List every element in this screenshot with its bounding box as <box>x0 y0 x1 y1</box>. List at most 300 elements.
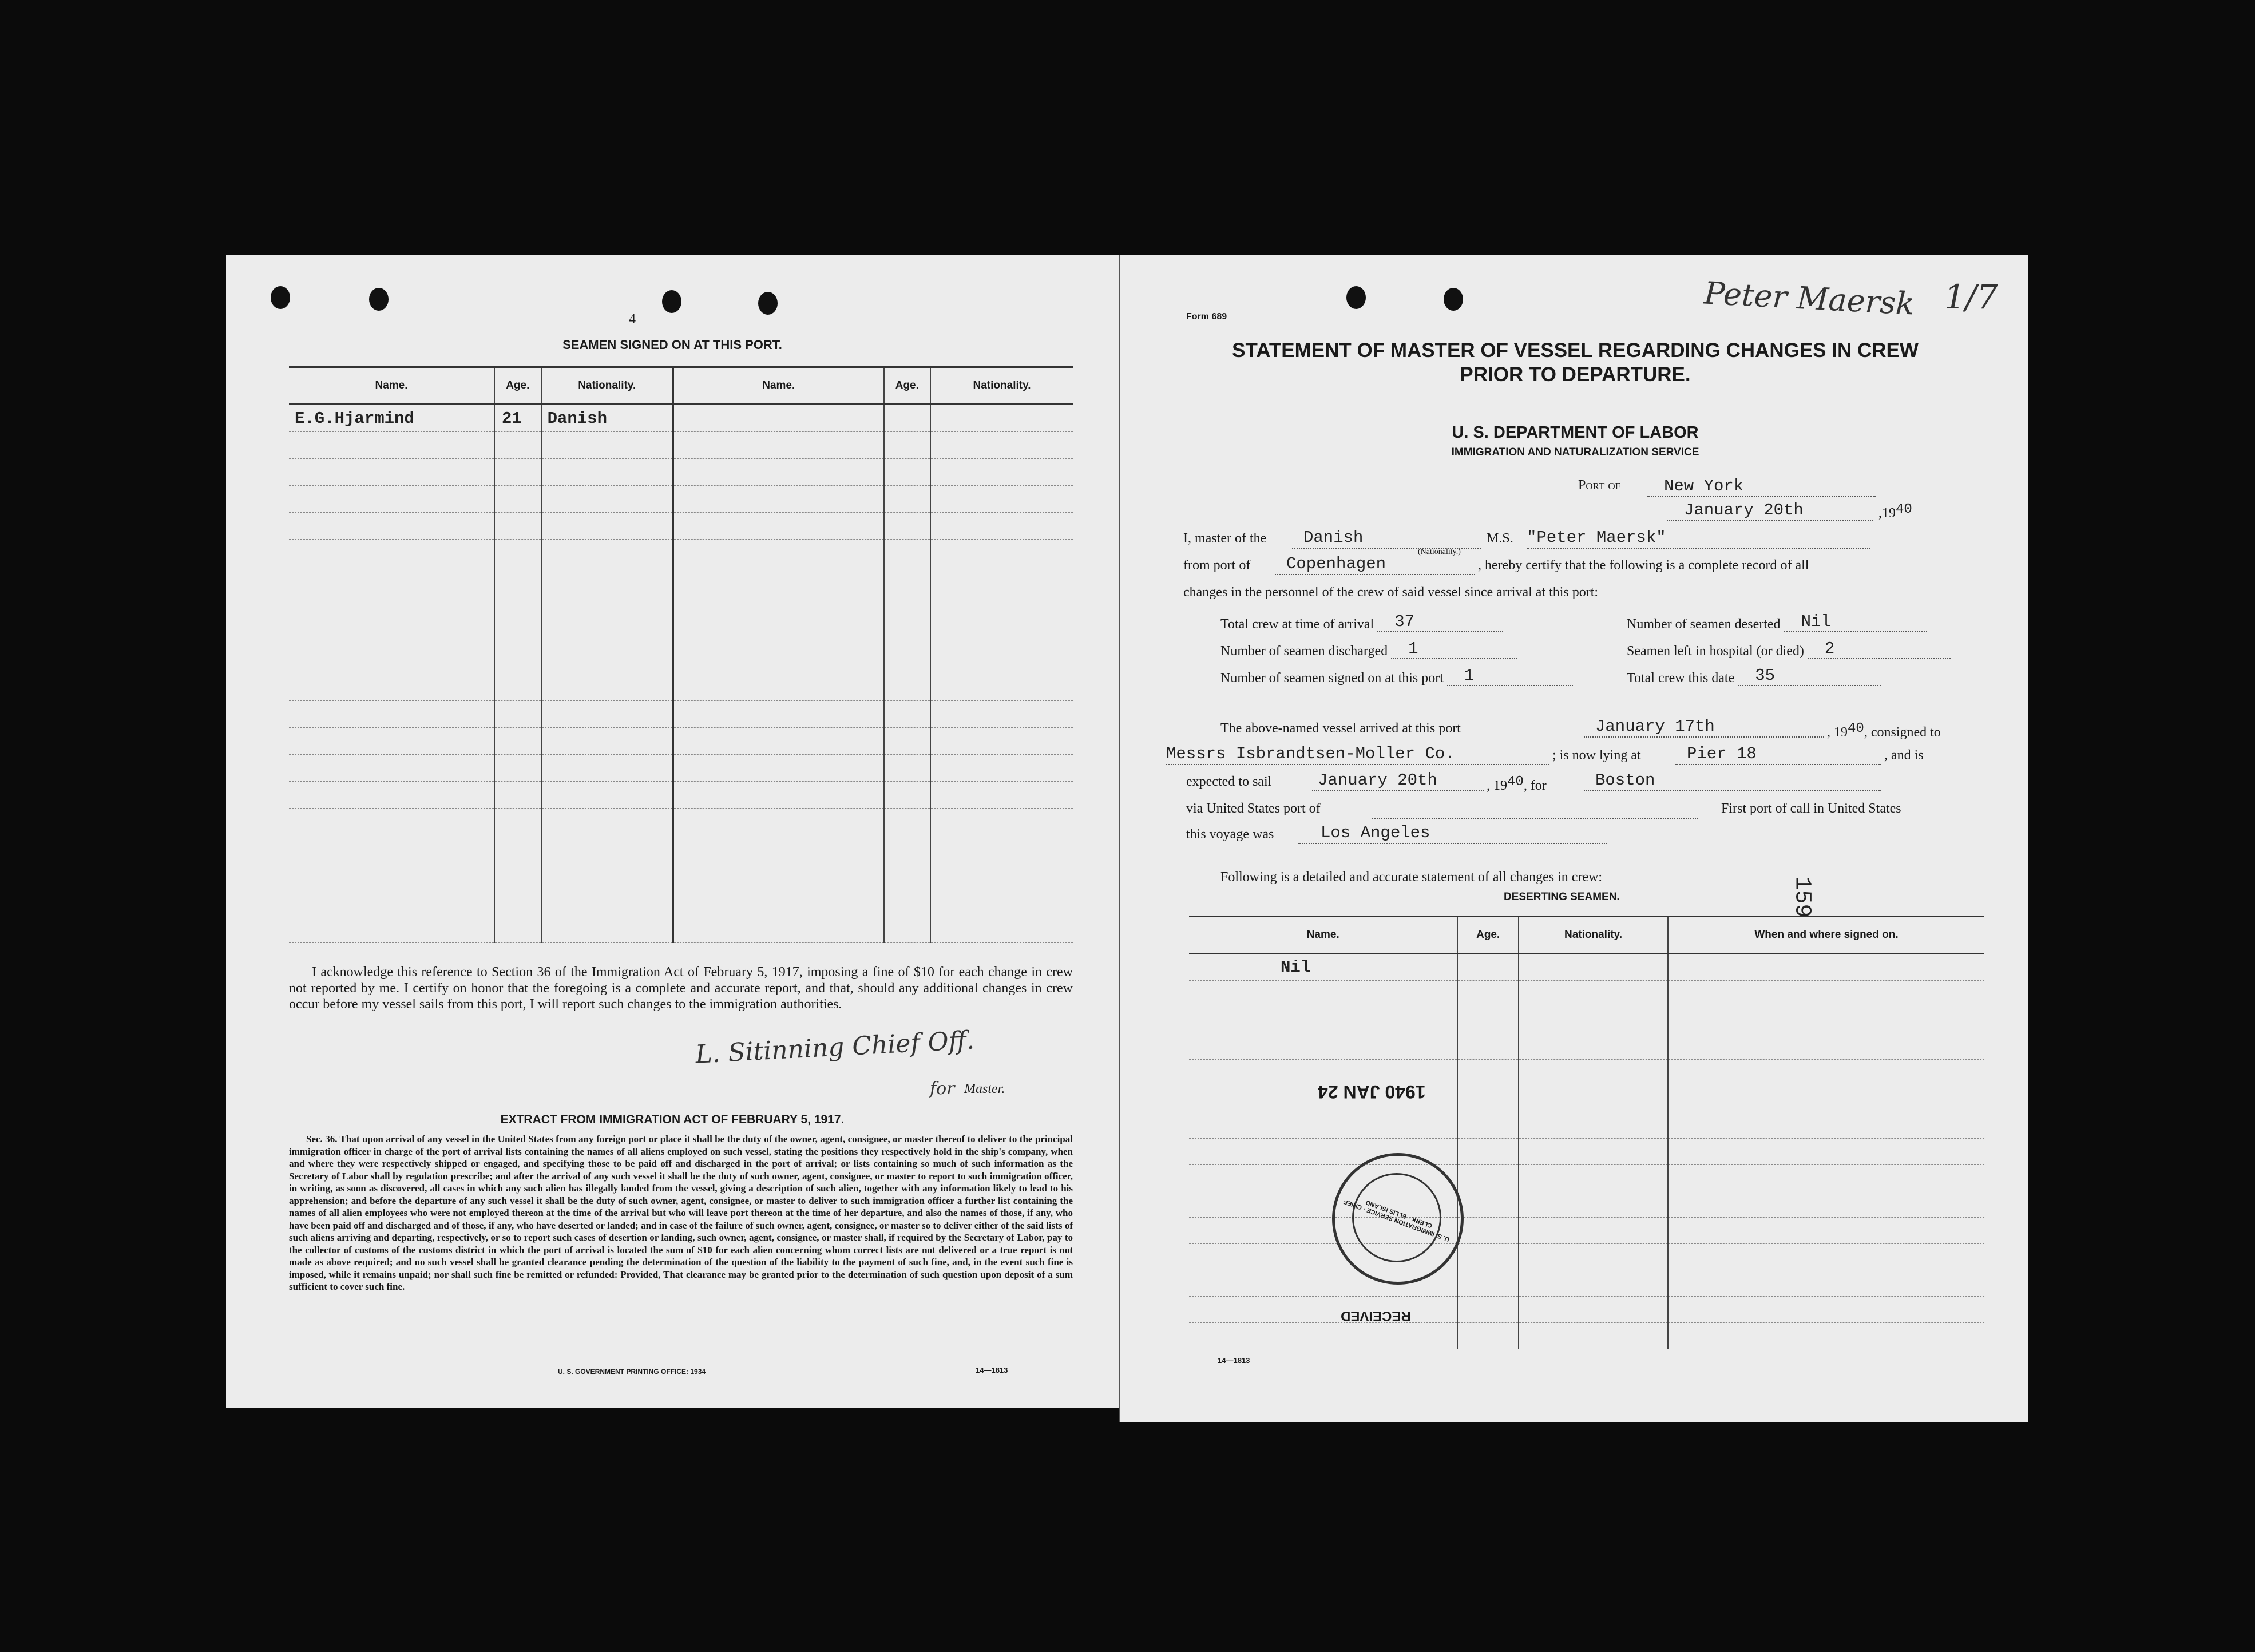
table-cell <box>884 674 930 701</box>
sail-date: January 20th <box>1318 771 1437 790</box>
table-cell <box>289 701 494 728</box>
table-cell <box>1457 1139 1519 1165</box>
table-cell <box>1519 1323 1668 1349</box>
table-cell <box>673 405 883 432</box>
nationality-value: Danish <box>1303 528 1364 547</box>
table-cell <box>673 674 883 701</box>
table-cell <box>930 835 1073 862</box>
for-label: , for <box>1523 778 1547 793</box>
table-cell <box>289 620 494 647</box>
table-cell <box>1519 1139 1668 1165</box>
table-cell <box>289 593 494 620</box>
table-cell <box>884 889 930 916</box>
pier: Pier 18 <box>1687 744 1757 763</box>
table-cell <box>1189 954 1457 981</box>
table-cell <box>673 459 883 486</box>
crew-stat <box>1627 612 1927 632</box>
punch-hole <box>1444 288 1463 311</box>
stat-value: 1 <box>1464 666 1475 685</box>
table-cell <box>1519 1191 1668 1218</box>
table-cell <box>541 701 673 728</box>
table-cell <box>673 647 883 674</box>
table-cell <box>930 701 1073 728</box>
table-cell <box>289 459 494 486</box>
table-row <box>289 593 1073 620</box>
table-cell <box>1457 1191 1519 1218</box>
right-page <box>1119 255 2028 1422</box>
port-field <box>1647 477 1876 497</box>
form-code: 14—1813 <box>976 1366 1008 1374</box>
table-cell <box>884 916 930 943</box>
table-cell <box>673 513 883 540</box>
table-cell <box>494 620 541 647</box>
table-cell <box>541 432 673 459</box>
stat-field <box>1738 666 1881 686</box>
extract-title: EXTRACT FROM IMMIGRATION ACT OF FEBRUARY 5, 1917. <box>500 1113 845 1126</box>
table-cell <box>673 862 883 889</box>
table-cell <box>930 540 1073 566</box>
table-cell <box>1457 1270 1519 1297</box>
stat-field <box>1808 639 1951 659</box>
row-nationality: Danish <box>547 409 607 428</box>
crew-stat <box>1627 666 1881 686</box>
column-header: Name. <box>289 367 494 405</box>
punch-hole <box>271 286 290 309</box>
column-header: Name. <box>673 367 883 405</box>
table-cell <box>1519 1007 1668 1033</box>
vessel-field <box>1527 528 1870 549</box>
table-row <box>1189 954 1984 981</box>
crew-stat <box>1627 639 1951 659</box>
stat-value: Nil <box>1801 612 1831 631</box>
date-value: January 20th <box>1684 501 1804 520</box>
sail-year: , 1940, for <box>1487 774 1547 793</box>
table-cell <box>494 728 541 755</box>
table-cell <box>884 809 930 835</box>
form-code: 14—1813 <box>1218 1356 1250 1365</box>
table-cell <box>884 835 930 862</box>
table-row <box>1189 1112 1984 1139</box>
table-cell <box>1519 1297 1668 1323</box>
table-cell <box>494 486 541 513</box>
stamp-date: 1940 JAN 24 <box>1318 1081 1426 1102</box>
table-row <box>289 728 1073 755</box>
changes-text: changes in the personnel of the crew of said vessel since arrival at this port: <box>1183 585 1599 600</box>
table-cell <box>541 647 673 674</box>
vessel-name: "Peter Maersk" <box>1527 528 1666 547</box>
table-cell <box>541 593 673 620</box>
table-cell <box>930 862 1073 889</box>
table-cell <box>1668 1165 1984 1191</box>
table-cell <box>289 540 494 566</box>
table-cell <box>1668 1007 1984 1033</box>
table-cell <box>884 513 930 540</box>
table-cell <box>541 782 673 809</box>
table-cell <box>1189 1112 1457 1139</box>
table-cell <box>884 593 930 620</box>
left-page <box>226 255 1119 1408</box>
table-cell <box>541 728 673 755</box>
table-cell <box>673 809 883 835</box>
pier-field <box>1675 744 1881 765</box>
table-cell <box>1668 1060 1984 1086</box>
table-cell <box>884 862 930 889</box>
table-cell <box>673 835 883 862</box>
punch-hole <box>1346 286 1366 309</box>
table-cell <box>673 701 883 728</box>
column-header: Age. <box>494 367 541 405</box>
table-cell <box>930 916 1073 943</box>
table-cell <box>494 405 541 432</box>
and-is-label: , and is <box>1884 748 1924 763</box>
via-field <box>1372 798 1698 819</box>
table-cell <box>884 701 930 728</box>
table-cell <box>1457 1323 1519 1349</box>
table-cell <box>1519 1086 1668 1112</box>
from-port-value: Copenhagen <box>1286 554 1386 573</box>
table-cell <box>1668 981 1984 1007</box>
table-row <box>289 566 1073 593</box>
table-cell <box>1668 1086 1984 1112</box>
arrived-date: January 17th <box>1595 717 1715 736</box>
port-label: Port of <box>1578 478 1621 493</box>
master-of-label: I, master of the <box>1183 531 1267 546</box>
table-cell <box>1189 1323 1457 1349</box>
arrived-year-suffix: 40 <box>1848 721 1864 736</box>
table-cell <box>1457 1007 1519 1033</box>
from-port-label: from port of <box>1183 558 1251 573</box>
table-row <box>289 647 1073 674</box>
table-row <box>1189 1007 1984 1033</box>
consignee-field <box>1166 744 1549 765</box>
table-cell <box>884 486 930 513</box>
stat-field <box>1377 612 1503 632</box>
table-row <box>289 540 1073 566</box>
table-cell <box>884 405 930 432</box>
table-cell <box>289 647 494 674</box>
row-name: E.G.Hjarmind <box>295 409 414 428</box>
table-cell <box>930 513 1073 540</box>
crew-stat <box>1220 639 1517 659</box>
table-cell <box>884 540 930 566</box>
title-line-2: PRIOR TO DEPARTURE. <box>1460 363 1691 386</box>
table-cell <box>1519 1112 1668 1139</box>
column-header: Nationality. <box>541 367 673 405</box>
table-cell <box>673 566 883 593</box>
table-row <box>289 809 1073 835</box>
table-cell <box>494 701 541 728</box>
table-cell <box>930 486 1073 513</box>
table-row <box>289 405 1073 432</box>
stat-value: 2 <box>1824 639 1835 658</box>
table-cell <box>1189 1007 1457 1033</box>
voyage-label: this voyage was <box>1186 827 1274 842</box>
table-cell <box>1668 1112 1984 1139</box>
row-age: 21 <box>502 409 522 428</box>
stat-label: Total crew at time of arrival <box>1220 617 1374 632</box>
table-cell <box>884 620 930 647</box>
column-header: Name. <box>1189 917 1457 954</box>
first-port: Los Angeles <box>1321 823 1430 842</box>
consignee: Messrs Isbrandtsen-Moller Co. <box>1166 744 1455 763</box>
from-port-field <box>1275 554 1475 575</box>
table-cell <box>884 432 930 459</box>
table-row <box>289 782 1073 809</box>
stat-field <box>1391 639 1517 659</box>
stat-field <box>1447 666 1573 686</box>
extract-text: Sec. 36. That upon arrival of any vessel in the United States from any foreign port or place it shall be the duty of the owner, agent, consignee, or master thereof to deliver to the principal immigration officer in charge of the port of arrival lists containing the names of all aliens employed on such vessel, stating the positions they respectively hold in the ship's company, when and where they were respectively shipped or engaged, and specifying those to be paid off and discharged in the port of arrival; or lists containing so much of such information as the Secretary of Labor shall by regulation prescribe; and after the arrival of any such vessel it shall be the duty of such owner, agent, consignee, or master to report to such immigration officer, in writing, as soon as discovered, all cases in which any such alien has illegally landed from the vessel, giving a description of such alien, together with any information likely to lead to his apprehension; and before the departure of any such vessel it shall be the duty of such owner, agent, consignee, or master to deliver to such immigration officer a further list containing the names of all alien employees who were not employed thereon at the time of the arrival but who will leave port thereon at the time of her departure, and also the names of those, if any, who have been paid off and discharged and of those, if any, who have deserted or landed; and in case of the failure of such owner, agent, consignee, or master so to deliver either of the said lists of such aliens arriving and departing, respectively, or so to report such cases of desertion or landing, such owner, agent, consignee, or master shall, if required by the Secretary of Labor, pay to the collector of customs of the customs district in which the port of arrival is located the sum of $10 for each alien concerning whom correct lists are not delivered or a true report is not made as above required; and no such vessel shall be granted clearance pending the determination of the question of the liability to the payment of such fine, and, in the event such fine is imposed, while it remains unpaid; nor shall such fine be remitted or refunded: Provided, That clearance may be granted prior to the determination of such question upon deposit of a sum sufficient to cover such fine. <box>289 1134 1073 1292</box>
table-cell <box>930 593 1073 620</box>
crew-stat <box>1220 666 1573 686</box>
row-name: Nil <box>1281 958 1311 977</box>
first-port-field <box>1298 823 1607 844</box>
stat-field <box>1784 612 1927 632</box>
table-cell <box>494 459 541 486</box>
table-cell <box>1519 1033 1668 1060</box>
table-row <box>289 486 1073 513</box>
table-row <box>1189 1323 1984 1349</box>
expected-label: expected to sail <box>1186 774 1272 789</box>
table-cell <box>930 755 1073 782</box>
table-row <box>289 755 1073 782</box>
table-cell <box>494 513 541 540</box>
column-header: Nationality. <box>930 367 1073 405</box>
arrived-year: , 1940, consigned to <box>1827 721 1941 740</box>
section-title: SEAMEN SIGNED ON AT THIS PORT. <box>562 338 782 352</box>
table-cell <box>1457 1244 1519 1270</box>
table-cell <box>1519 1060 1668 1086</box>
table-cell <box>289 755 494 782</box>
table-cell <box>289 889 494 916</box>
side-number: 159 <box>1789 876 1815 918</box>
table-cell <box>1457 1297 1519 1323</box>
table-cell <box>494 889 541 916</box>
table-cell <box>673 486 883 513</box>
acknowledgement-text: I acknowledge this reference to Section 36 of the Immigration Act of February 5, 1917, imposing a fine of $10 for each change in crew not reported by me. I certify on honor that the foregoing is a complete and accurate report, and that, should any additional changes in crew occur before my vessel sails from this port, I will report such changes to the immigration authorities. <box>289 965 1073 1012</box>
table-cell <box>1457 1218 1519 1244</box>
table-row <box>1189 1139 1984 1165</box>
sail-year-suffix: 40 <box>1507 774 1524 790</box>
table-row <box>1189 1297 1984 1323</box>
table-cell <box>930 566 1073 593</box>
stat-value: 1 <box>1408 639 1418 658</box>
table-cell <box>1668 1191 1984 1218</box>
table-cell <box>673 540 883 566</box>
table-row <box>289 513 1073 540</box>
table-cell <box>541 809 673 835</box>
table-cell <box>1457 981 1519 1007</box>
table-cell <box>930 889 1073 916</box>
table-cell <box>541 459 673 486</box>
table-cell <box>884 755 930 782</box>
punch-hole <box>662 290 681 313</box>
table-cell <box>1519 1218 1668 1244</box>
table-cell <box>673 432 883 459</box>
table-row <box>1189 1270 1984 1297</box>
table-cell <box>541 862 673 889</box>
table-cell <box>541 405 673 432</box>
table-cell <box>930 647 1073 674</box>
table-cell <box>884 728 930 755</box>
table-row <box>289 459 1073 486</box>
table-cell <box>1189 1297 1457 1323</box>
table-row <box>289 862 1073 889</box>
table-cell <box>289 809 494 835</box>
handwritten-annotation: Peter Maersk <box>1703 275 1916 322</box>
stat-label: Number of seamen deserted <box>1627 617 1781 632</box>
table-cell <box>930 432 1073 459</box>
stat-label: Number of seamen discharged <box>1220 644 1388 659</box>
vessel-prefix: M.S. <box>1487 531 1513 546</box>
table-cell <box>1668 1033 1984 1060</box>
date-field <box>1667 501 1873 521</box>
table-cell <box>1668 1323 1984 1349</box>
table-cell <box>930 782 1073 809</box>
table-row <box>1189 981 1984 1007</box>
table-cell <box>930 620 1073 647</box>
service: IMMIGRATION AND NATURALIZATION SERVICE <box>1451 446 1699 458</box>
table-cell <box>541 513 673 540</box>
table-cell <box>494 566 541 593</box>
table-cell <box>1668 1270 1984 1297</box>
table-cell <box>494 809 541 835</box>
table-cell <box>289 728 494 755</box>
punch-hole <box>758 292 778 315</box>
table-cell <box>541 889 673 916</box>
stamp-ring-text: U. S. IMMIGRATION SERVICE · CHIEF CLERK · ELLIS ISLAND <box>1342 1198 1451 1243</box>
table-cell <box>930 459 1073 486</box>
table-cell <box>1457 1033 1519 1060</box>
table-cell <box>1668 1244 1984 1270</box>
stat-value: 37 <box>1394 612 1415 631</box>
table-row <box>289 620 1073 647</box>
table-cell <box>494 674 541 701</box>
table-row <box>1189 1086 1984 1112</box>
table-cell <box>930 674 1073 701</box>
stamp-received: RECEIVED <box>1341 1308 1411 1324</box>
table-cell <box>930 809 1073 835</box>
table-cell <box>541 674 673 701</box>
table-cell <box>494 835 541 862</box>
table-cell <box>1189 1033 1457 1060</box>
arrived-label: The above-named vessel arrived at this port <box>1220 721 1461 736</box>
table-row <box>289 835 1073 862</box>
table-cell <box>1519 954 1668 981</box>
arrived-date-field <box>1584 717 1824 738</box>
table-cell <box>1519 1165 1668 1191</box>
table-cell <box>289 782 494 809</box>
table-cell <box>289 486 494 513</box>
form-number: Form 689 <box>1186 312 1227 322</box>
table-cell <box>494 916 541 943</box>
table-row <box>1189 1033 1984 1060</box>
table-row <box>1189 1244 1984 1270</box>
stat-label: Number of seamen signed on at this port <box>1220 671 1444 686</box>
table-cell <box>289 835 494 862</box>
title-line-1: STATEMENT OF MASTER OF VESSEL REGARDING CHANGES IN CREW <box>1232 339 1919 362</box>
table-cell <box>1668 1218 1984 1244</box>
nationality-field <box>1292 528 1481 549</box>
table-row <box>1189 1218 1984 1244</box>
page-number: 4 <box>629 312 636 327</box>
signed-on-table <box>289 366 1073 943</box>
table-cell <box>1668 954 1984 981</box>
table-row <box>1189 1060 1984 1086</box>
table-cell <box>541 755 673 782</box>
table-row <box>289 674 1073 701</box>
table-row <box>1189 1165 1984 1191</box>
table-cell <box>289 862 494 889</box>
table-cell <box>1519 1244 1668 1270</box>
annotation-fraction: 1/7 <box>1944 278 1998 316</box>
table-cell <box>1457 1165 1519 1191</box>
table-cell <box>1519 981 1668 1007</box>
table-cell <box>1457 1060 1519 1086</box>
table-cell <box>494 862 541 889</box>
punch-hole <box>369 288 389 311</box>
department: U. S. DEPARTMENT OF LABOR <box>1452 423 1699 442</box>
table-cell <box>289 916 494 943</box>
table-cell <box>289 674 494 701</box>
deserting-title: DESERTING SEAMEN. <box>1504 891 1620 903</box>
table-cell <box>673 593 883 620</box>
lying-label: ; is now lying at <box>1552 748 1641 763</box>
table-cell <box>494 593 541 620</box>
table-cell <box>930 405 1073 432</box>
table-row <box>289 432 1073 459</box>
table-cell <box>1457 1086 1519 1112</box>
table-row <box>289 916 1073 943</box>
table-cell <box>289 513 494 540</box>
table-cell <box>1457 1112 1519 1139</box>
column-header: Age. <box>1457 917 1519 954</box>
column-header: Age. <box>884 367 930 405</box>
table-cell <box>541 540 673 566</box>
destination: Boston <box>1595 771 1655 790</box>
table-row <box>289 889 1073 916</box>
date-year: ,1940 <box>1878 502 1912 521</box>
table-row <box>1189 1191 1984 1218</box>
stat-label: Total crew this date <box>1627 671 1735 686</box>
table-cell <box>541 486 673 513</box>
column-header: When and where signed on. <box>1668 917 1984 954</box>
table-cell <box>673 782 883 809</box>
table-cell <box>930 728 1073 755</box>
table-cell <box>494 432 541 459</box>
deserting-table <box>1189 916 1984 1349</box>
table-cell <box>673 755 883 782</box>
column-header: Nationality. <box>1519 917 1668 954</box>
table-cell <box>289 432 494 459</box>
table-cell <box>541 835 673 862</box>
table-cell <box>541 620 673 647</box>
immigration-stamp <box>1332 1153 1464 1285</box>
stat-label: Seamen left in hospital (or died) <box>1627 644 1804 659</box>
table-cell <box>541 916 673 943</box>
nationality-caption: (Nationality.) <box>1418 548 1461 556</box>
table-cell <box>289 405 494 432</box>
master-signature: L. Sitinning Chief Off. <box>694 1025 976 1069</box>
table-cell <box>1189 981 1457 1007</box>
certify-text: , hereby certify that the following is a complete record of all <box>1478 558 1809 573</box>
table-cell <box>884 566 930 593</box>
signature-note: for <box>930 1079 955 1099</box>
via-label: via United States port of <box>1186 801 1321 816</box>
table-cell <box>1668 1139 1984 1165</box>
year-prefix: 19 <box>1882 506 1896 521</box>
first-port-label: First port of call in United States <box>1721 801 1901 816</box>
table-cell <box>673 620 883 647</box>
